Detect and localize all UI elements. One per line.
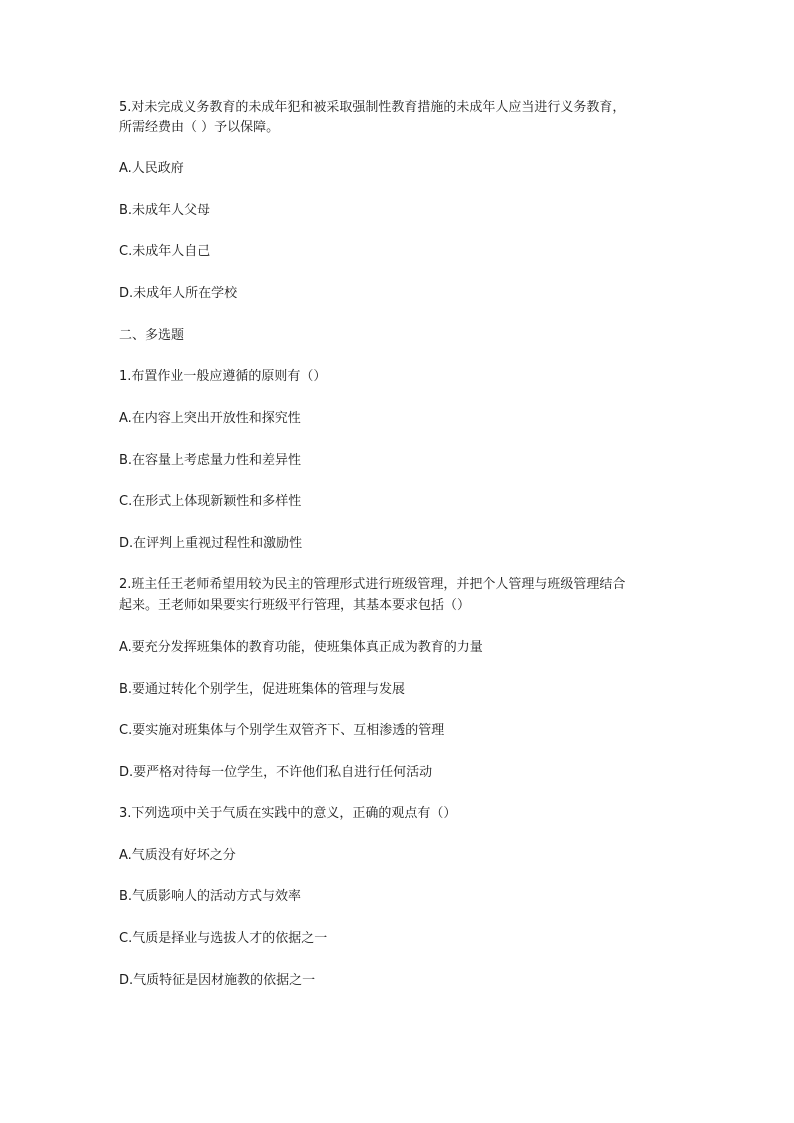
multi-question-2-stem-line-1: 2.班主任王老师希望用较为民主的管理形式进行班级管理，并把个人管理与班级管理结合 (119, 577, 626, 592)
multi-question-3-option-a: A.气质没有好坏之分 (119, 848, 236, 863)
multi-question-3-stem: 3.下列选项中关于气质在实践中的意义，正确的观点有（） (119, 806, 457, 821)
question-5-stem-line-1: 5.对未完成义务教育的未成年犯和被采取强制性教育措施的未成年人应当进行义务教育， (119, 100, 626, 115)
section-title: 二、多选题 (119, 328, 185, 343)
multi-question-1-option-c: C.在形式上体现新颖性和多样性 (119, 494, 302, 509)
multi-question-2-option-a: A.要充分发挥班集体的教育功能，使班集体真正成为教育的力量 (119, 640, 483, 655)
multi-question-3-option-d: D.气质特征是因材施教的依据之一 (119, 973, 316, 988)
question-5-option-c: C.未成年人自己 (119, 244, 211, 259)
multi-question-1-stem: 1.布置作业一般应遵循的原则有（） (119, 369, 327, 384)
multi-question-2-option-c: C.要实施对班集体与个别学生双管齐下、互相渗透的管理 (119, 723, 445, 738)
multi-question-3-option-b: B.气质影响人的活动方式与效率 (119, 889, 302, 904)
question-5-option-a: A.人民政府 (119, 161, 184, 176)
multi-question-1-option-a: A.在内容上突出开放性和探究性 (119, 411, 301, 426)
question-5-option-b: B.未成年人父母 (119, 203, 211, 218)
question-5-option-d: D.未成年人所在学校 (119, 286, 238, 301)
multi-question-1-option-b: B.在容量上考虑量力性和差异性 (119, 453, 302, 468)
multi-question-2-stem-line-2: 起来。王老师如果要实行班级平行管理，其基本要求包括（） (119, 598, 471, 613)
multi-question-2-option-b: B.要通过转化个别学生，促进班集体的管理与发展 (119, 682, 406, 697)
multi-question-3-option-c: C.气质是择业与选拔人才的依据之一 (119, 931, 328, 946)
multi-question-1-option-d: D.在评判上重视过程性和激励性 (119, 536, 303, 551)
multi-question-2-option-d: D.要严格对待每一位学生，不许他们私自进行任何活动 (119, 765, 433, 780)
question-5-stem-line-2: 所需经费由（ ）予以保障。 (119, 120, 280, 135)
